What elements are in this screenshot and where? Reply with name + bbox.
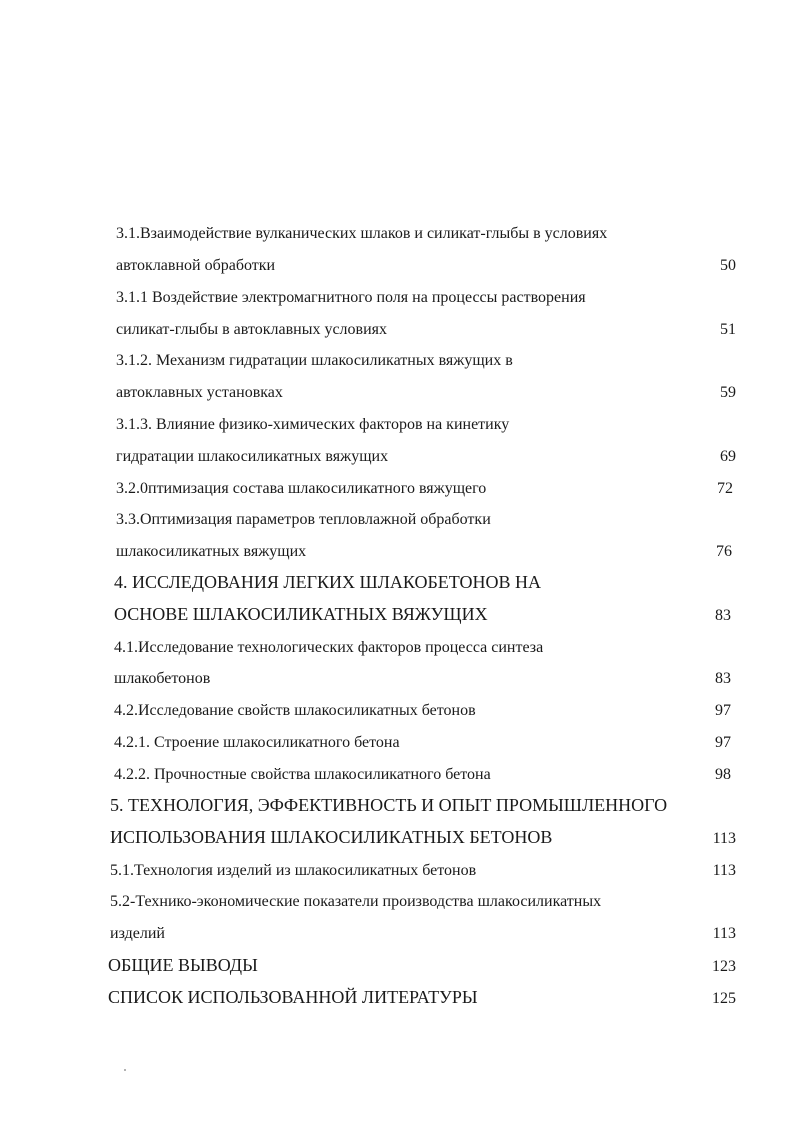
toc-entry-title-line: шлакобетонов (114, 670, 211, 687)
toc-entry-title-line: 3.2.0птимизация состава шлакосиликатного вяжущего (116, 480, 487, 497)
toc-section-title-line: СПИСОК ИСПОЛЬЗОВАННОЙ ЛИТЕРАТУРЫ (108, 987, 478, 1007)
toc-entry-title-line: 3.1.2. Механизм гидратации шлакосиликатных вяжущих в (116, 352, 513, 369)
toc-chapter-title-line: ИСПОЛЬЗОВАНИЯ ШЛАКОСИЛИКАТНЫХ БЕТОНОВ (110, 827, 553, 847)
toc-section-title-line: ОБЩИЕ ВЫВОДЫ (108, 955, 258, 975)
toc-entry-page-number: 50 (720, 257, 736, 274)
toc-entry-title-line: изделий (110, 925, 165, 942)
toc-entry-page-number: 113 (712, 925, 736, 942)
toc-entry-title-line: 3.1.Взаимодействие вулканических шлаков и силикат-глыбы в условиях (116, 225, 608, 242)
toc-entry-page-number: 113 (712, 862, 736, 879)
toc-entry-page-number: 69 (720, 448, 736, 465)
toc-entry-title-line: автоклавной обработки (116, 257, 276, 274)
toc-entry-title-line: 4.2.Исследование свойств шлакосиликатных бетонов (114, 702, 476, 719)
toc-entry-page-number: 51 (720, 321, 736, 338)
toc-entry-title-line: гидратации шлакосиликатных вяжущих (116, 448, 389, 465)
toc-entry-page-number: 113 (712, 830, 736, 847)
toc-entry-title-line: 5.2-Технико-экономические показатели производства шлакосиликатных (110, 893, 602, 910)
toc-entry-title-line: 4.1.Исследование технологических факторов процесса синтеза (114, 639, 544, 656)
toc-chapter-title-line: 4. ИССЛЕДОВАНИЯ ЛЕГКИХ ШЛАКОБЕТОНОВ НА (114, 572, 542, 592)
toc-entry-title-line: 3.1.3. Влияние физико-химических факторов на кинетику (116, 416, 510, 433)
toc-entry-title-line: силикат-глыбы в автоклавных условиях (116, 321, 388, 338)
toc-entry-page-number: 97 (715, 734, 731, 751)
toc-entry-page-number: 83 (715, 607, 731, 624)
toc-entry-page-number: 125 (712, 990, 736, 1007)
toc-entry-title-line: 4.2.2. Прочностные свойства шлакосиликатного бетона (114, 766, 491, 783)
toc-entry-title-line: 3.3.Оптимизация параметров тепловлажной обработки (116, 511, 491, 528)
toc-entry-page-number: 97 (715, 702, 731, 719)
toc-chapter-title-line: ОСНОВЕ ШЛАКОСИЛИКАТНЫХ ВЯЖУЩИХ (114, 604, 488, 624)
toc-entry-title-line: 5.1.Технология изделий из шлакосиликатных бетонов (110, 862, 477, 879)
toc-entry-page-number: 72 (717, 480, 733, 497)
toc-entry-page-number: 123 (712, 958, 736, 975)
toc-entry-title-line: шлакосиликатных вяжущих (116, 543, 307, 560)
toc-entry-title-line: 3.1.1 Воздействие электромагнитного поля на процессы растворения (116, 289, 586, 306)
toc-chapter-title-line: 5. ТЕХНОЛОГИЯ, ЭФФЕКТИВНОСТЬ И ОПЫТ ПРОМЫШЛЕННОГО (110, 795, 668, 815)
toc-entry-page-number: 98 (715, 766, 731, 783)
scan-speck (124, 1069, 126, 1071)
toc-entry-title-line: 4.2.1. Строение шлакосиликатного бетона (114, 734, 400, 751)
toc-entry-page-number: 83 (715, 670, 731, 687)
toc-entry-page-number: 59 (720, 384, 736, 401)
toc-entry-page-number: 76 (716, 543, 732, 560)
toc-entry-title-line: автоклавных установках (116, 384, 283, 401)
